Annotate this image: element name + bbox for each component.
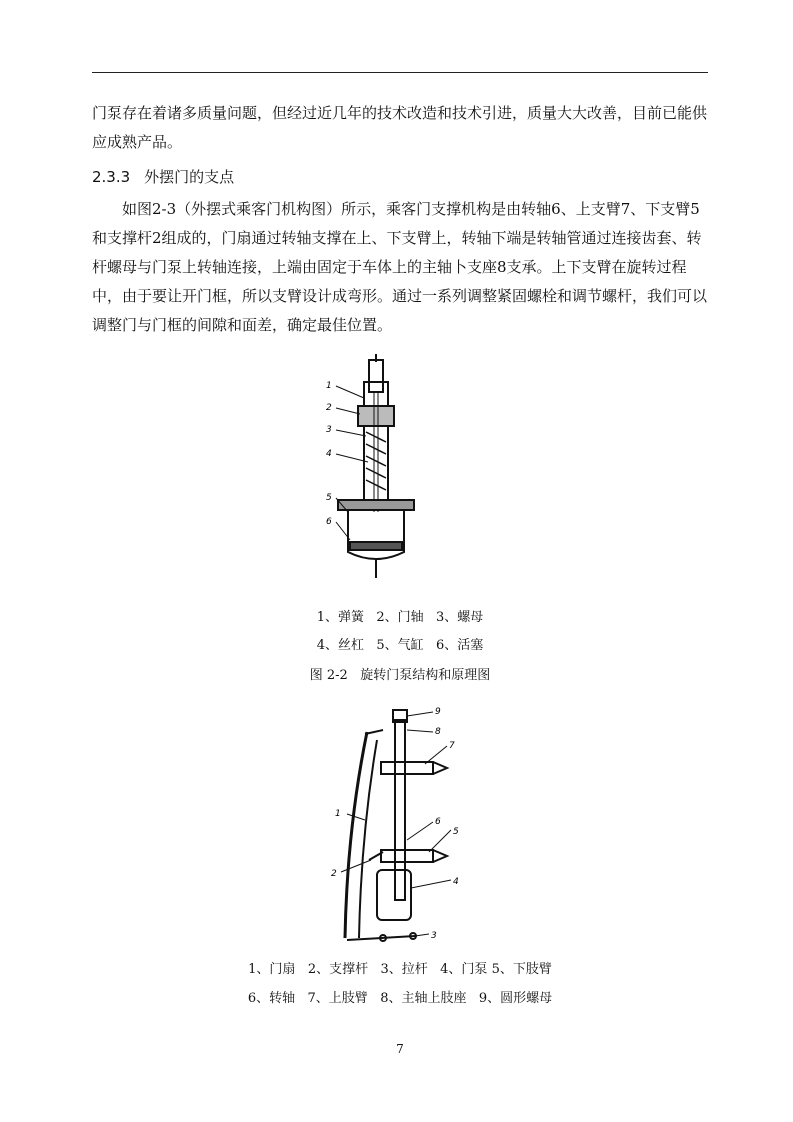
fig2-callout-3: 3 (431, 931, 437, 941)
swing-door-mechanism-figure (325, 700, 475, 955)
figure1-legend-line-1: 1、弹簧 2、门轴 3、螺母 (316, 610, 484, 625)
figure1-legend-line-2: 4、丝杠 5、气缸 6、活塞 (316, 638, 484, 653)
door-pump-figure (320, 352, 440, 592)
fig1-callout-2: 2 (326, 403, 332, 413)
figure2-legend-line-2: 6、转轴 7、上肢臂 8、主轴上肢座 9、圆形螺母 (247, 991, 553, 1006)
fig1-callout-4: 4 (326, 449, 332, 459)
fig2-callout-2: 2 (331, 869, 337, 879)
fig1-callout-5: 5 (326, 493, 332, 503)
fig2-callout-7: 7 (449, 741, 455, 751)
figure2-legend-line-1: 1、门扇 2、支撑杆 3、拉杆 4、门泵 5、下肢臂 (248, 962, 552, 977)
fig1-callout-3: 3 (326, 425, 332, 435)
section-number: 2.3.3 (92, 168, 131, 186)
fig2-callout-8: 8 (435, 727, 441, 737)
section-heading (92, 166, 234, 188)
body-paragraph-1: 门泵存在着诸多质量问题，但经过近几年的技术改造和技术引进，质量大大改善，目前已能供应成熟产品。 (92, 104, 708, 151)
figure1-caption: 图 2-2 旋转门泵结构和原理图 (309, 668, 491, 683)
header-rule (92, 72, 708, 73)
fig1-callout-1: 1 (326, 381, 332, 391)
fig2-callout-4: 4 (453, 877, 459, 887)
section-title: 外摆门的支点 (144, 168, 235, 186)
fig2-callout-9: 9 (435, 707, 441, 717)
fig1-callout-6: 6 (326, 517, 332, 527)
fig2-callout-5: 5 (453, 827, 459, 837)
fig2-callout-1: 1 (335, 809, 341, 819)
body-paragraph-2: 如图2-3（外摆式乘客门机构图）所示，乘客门支撑机构是由转轴6、上支臂7、下支臂5和支撑杆2组成的，门扇通过转轴支撑在上、下支臂上，转轴下端是转轴管通过连接齿套、转杆螺母与门泵上转轴连接，上端由固定于车体上的主轴卜支座8支承。上下支臂在旋转过程中，由于要让开门框，所以支臂设计成弯形。通过一系列调整紧固螺栓和调节螺杆，我们可以调整门与门框的间隙和面差，确定最佳位置。 (92, 200, 708, 334)
fig2-callout-6: 6 (435, 817, 441, 827)
page-number: 7 (396, 1042, 404, 1056)
